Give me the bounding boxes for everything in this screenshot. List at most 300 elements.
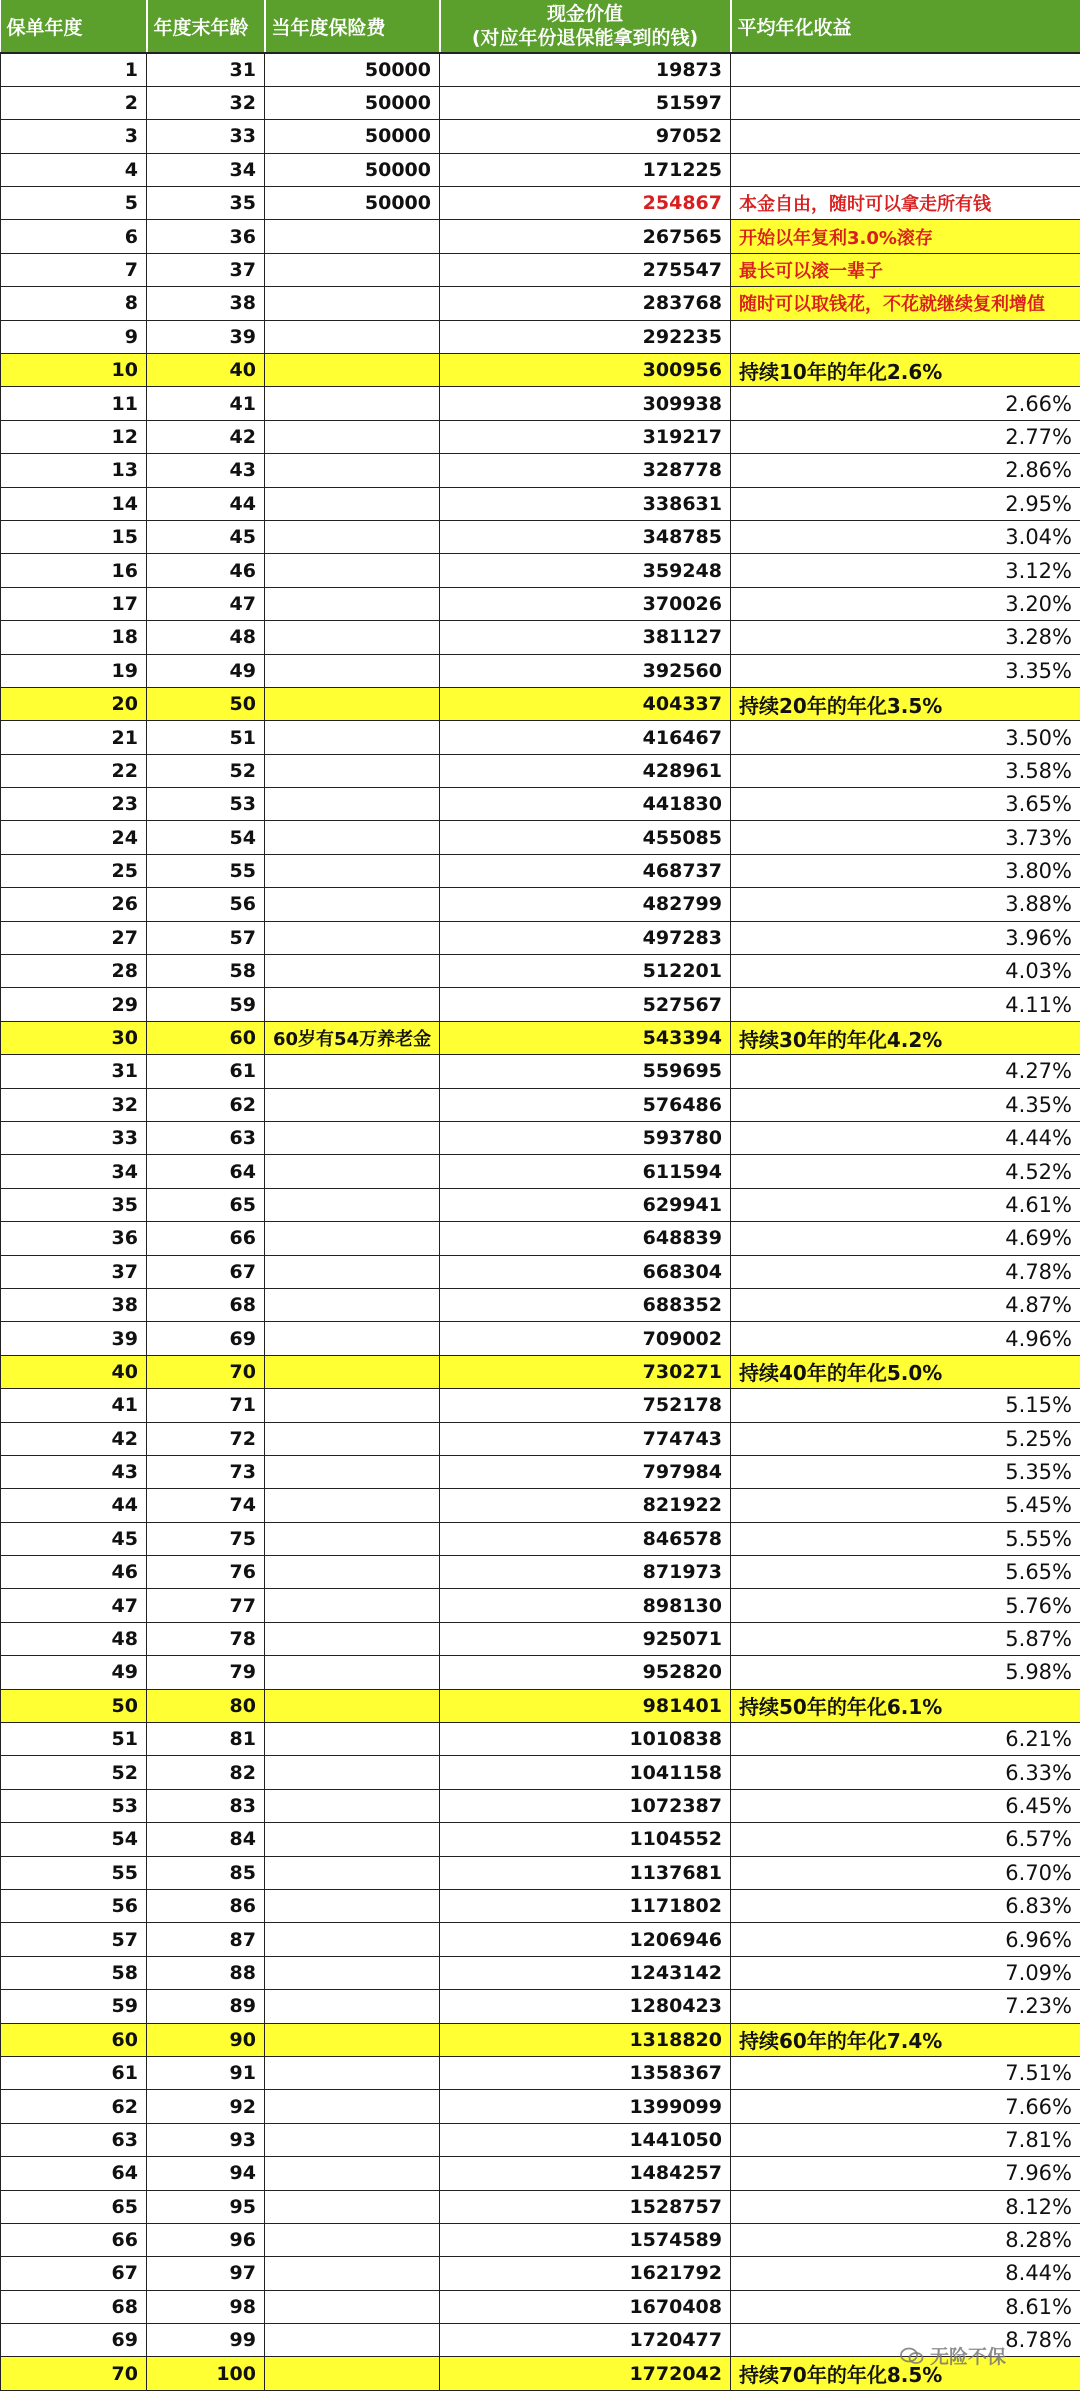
cell-cash-value: 392560	[440, 654, 731, 687]
cell-policy-year: 42	[1, 1422, 147, 1455]
cell-annual-return	[731, 320, 1080, 353]
cell-premium: 60岁有54万养老金	[265, 1021, 440, 1054]
cell-policy-year: 49	[1, 1656, 147, 1689]
cell-age: 82	[147, 1756, 265, 1789]
cell-cash-value: 428961	[440, 754, 731, 787]
cell-policy-year: 17	[1, 587, 147, 620]
cell-cash-value: 752178	[440, 1389, 731, 1422]
cell-age: 89	[147, 1990, 265, 2023]
table-row	[1, 2056, 1080, 2089]
table-row	[1, 2090, 1080, 2123]
table-row	[1, 220, 1080, 253]
table-row	[1, 888, 1080, 921]
table-body	[1, 53, 1080, 2390]
cell-premium	[265, 2056, 440, 2089]
cell-age: 69	[147, 1322, 265, 1355]
cell-cash-value: 1318820	[440, 2023, 731, 2056]
cell-cash-value: 1484257	[440, 2157, 731, 2190]
cell-age: 92	[147, 2090, 265, 2123]
cell-policy-year: 56	[1, 1889, 147, 1922]
header-cash-value-line1: 现金价值	[546, 3, 623, 25]
cell-premium	[265, 554, 440, 587]
cell-policy-year: 55	[1, 1856, 147, 1889]
table-row	[1, 1723, 1080, 1756]
cell-premium	[265, 2023, 440, 2056]
cell-age: 96	[147, 2223, 265, 2256]
cell-policy-year: 21	[1, 721, 147, 754]
cell-cash-value: 593780	[440, 1122, 731, 1155]
cell-policy-year: 33	[1, 1122, 147, 1155]
cell-policy-year: 69	[1, 2324, 147, 2357]
cell-cash-value: 441830	[440, 788, 731, 821]
cell-premium	[265, 220, 440, 253]
cell-cash-value: 668304	[440, 1255, 731, 1288]
cell-premium	[265, 1389, 440, 1422]
cell-annual-return: 6.83%	[731, 1889, 1080, 1922]
cell-cash-value: 370026	[440, 587, 731, 620]
table-row	[1, 1422, 1080, 1455]
cell-milestone-note: 持续40年的年化5.0%	[731, 1355, 1080, 1388]
cell-age: 43	[147, 454, 265, 487]
cell-age: 35	[147, 187, 265, 220]
cell-cash-value: 319217	[440, 420, 731, 453]
cell-cash-value: 1137681	[440, 1856, 731, 1889]
cell-age: 36	[147, 220, 265, 253]
table-row	[1, 1322, 1080, 1355]
cell-annual-return: 2.95%	[731, 487, 1080, 520]
cell-premium: 50000	[265, 53, 440, 86]
cell-policy-year: 35	[1, 1188, 147, 1221]
cell-milestone-note: 持续10年的年化2.6%	[731, 354, 1080, 387]
cell-annual-return: 6.33%	[731, 1756, 1080, 1789]
cell-age: 85	[147, 1856, 265, 1889]
cell-cash-value: 359248	[440, 554, 731, 587]
cell-annual-return: 5.87%	[731, 1622, 1080, 1655]
cell-annual-return: 6.96%	[731, 1923, 1080, 1956]
cell-age: 46	[147, 554, 265, 587]
cell-age: 97	[147, 2257, 265, 2290]
cell-age: 55	[147, 854, 265, 887]
table-row	[1, 2190, 1080, 2223]
cell-age: 98	[147, 2290, 265, 2323]
cell-note: 最长可以滚一辈子	[731, 253, 1080, 286]
cell-premium	[265, 788, 440, 821]
table-row	[1, 1656, 1080, 1689]
cell-age: 63	[147, 1122, 265, 1155]
table-row	[1, 1222, 1080, 1255]
cell-cash-value: 559695	[440, 1055, 731, 1088]
table-row	[1, 1522, 1080, 1555]
cell-policy-year: 68	[1, 2290, 147, 2323]
cell-cash-value: 497283	[440, 921, 731, 954]
cell-premium	[265, 1422, 440, 1455]
cell-age: 75	[147, 1522, 265, 1555]
cell-age: 62	[147, 1088, 265, 1121]
table-row	[1, 1923, 1080, 1956]
cell-annual-return: 7.51%	[731, 2056, 1080, 2089]
cell-premium	[265, 1222, 440, 1255]
cell-cash-value: 774743	[440, 1422, 731, 1455]
table-row	[1, 487, 1080, 520]
cell-cash-value: 171225	[440, 153, 731, 186]
cell-age: 74	[147, 1489, 265, 1522]
table-row	[1, 1355, 1080, 1388]
cell-policy-year: 45	[1, 1522, 147, 1555]
cell-premium	[265, 287, 440, 320]
table-row	[1, 854, 1080, 887]
cell-policy-year: 18	[1, 621, 147, 654]
watermark	[900, 2342, 1006, 2369]
cell-cash-value: 543394	[440, 1021, 731, 1054]
cell-premium	[265, 1756, 440, 1789]
cell-cash-value: 797984	[440, 1455, 731, 1488]
cell-premium	[265, 888, 440, 921]
cell-milestone-note: 持续30年的年化4.2%	[731, 1021, 1080, 1054]
cell-policy-year: 64	[1, 2157, 147, 2190]
cell-annual-return: 4.52%	[731, 1155, 1080, 1188]
table-row	[1, 587, 1080, 620]
cell-cash-value: 51597	[440, 86, 731, 119]
cell-cash-value: 648839	[440, 1222, 731, 1255]
cell-premium	[265, 1455, 440, 1488]
cell-policy-year: 5	[1, 187, 147, 220]
cell-annual-return: 7.81%	[731, 2123, 1080, 2156]
table-row	[1, 1990, 1080, 2023]
cell-policy-year: 46	[1, 1556, 147, 1589]
cell-cash-value: 381127	[440, 621, 731, 654]
cell-policy-year: 61	[1, 2056, 147, 2089]
cell-policy-year: 51	[1, 1723, 147, 1756]
cell-cash-value: 455085	[440, 821, 731, 854]
table-row	[1, 1622, 1080, 1655]
cell-age: 66	[147, 1222, 265, 1255]
cell-policy-year: 28	[1, 955, 147, 988]
cell-annual-return: 2.86%	[731, 454, 1080, 487]
watermark-text: 无险不保	[930, 2346, 1007, 2368]
cell-cash-value: 611594	[440, 1155, 731, 1188]
cell-premium	[265, 1556, 440, 1589]
cell-note: 本金自由，随时可以拿走所有钱	[731, 187, 1080, 220]
cell-policy-year: 48	[1, 1622, 147, 1655]
cell-premium	[265, 1956, 440, 1989]
cell-premium	[265, 1990, 440, 2023]
cell-annual-return	[731, 153, 1080, 186]
cell-age: 95	[147, 2190, 265, 2223]
cell-age: 81	[147, 1723, 265, 1756]
cell-cash-value: 1720477	[440, 2324, 731, 2357]
cell-policy-year: 16	[1, 554, 147, 587]
cell-milestone-note: 持续70年的年化8.5%	[731, 2357, 1080, 2390]
table-row	[1, 654, 1080, 687]
cell-policy-year: 39	[1, 1322, 147, 1355]
cell-policy-year: 37	[1, 1255, 147, 1288]
cell-cash-value: 846578	[440, 1522, 731, 1555]
cell-age: 49	[147, 654, 265, 687]
table-row	[1, 921, 1080, 954]
cell-cash-value: 709002	[440, 1322, 731, 1355]
table-row	[1, 53, 1080, 86]
cell-note: 随时可以取钱花，不花就继续复利增值	[731, 287, 1080, 320]
cell-cash-value: 1358367	[440, 2056, 731, 2089]
cell-premium	[265, 1723, 440, 1756]
cell-age: 88	[147, 1956, 265, 1989]
cell-policy-year: 34	[1, 1155, 147, 1188]
cell-annual-return: 3.73%	[731, 821, 1080, 854]
cell-cash-value: 1574589	[440, 2223, 731, 2256]
table-row	[1, 2257, 1080, 2290]
cell-annual-return: 7.96%	[731, 2157, 1080, 2190]
cell-premium	[265, 1522, 440, 1555]
cell-policy-year: 6	[1, 220, 147, 253]
cell-milestone-note: 持续50年的年化6.1%	[731, 1689, 1080, 1722]
table-row	[1, 554, 1080, 587]
table-row	[1, 153, 1080, 186]
cell-age: 80	[147, 1689, 265, 1722]
cell-policy-year: 60	[1, 2023, 147, 2056]
cell-annual-return: 4.69%	[731, 1222, 1080, 1255]
cell-age: 44	[147, 487, 265, 520]
cell-age: 76	[147, 1556, 265, 1589]
cell-age: 83	[147, 1789, 265, 1822]
cell-age: 59	[147, 988, 265, 1021]
cell-premium	[265, 988, 440, 1021]
cell-policy-year: 52	[1, 1756, 147, 1789]
cell-policy-year: 26	[1, 888, 147, 921]
cell-annual-return	[731, 120, 1080, 153]
cell-annual-return: 8.28%	[731, 2223, 1080, 2256]
cell-premium	[265, 253, 440, 286]
cell-policy-year: 36	[1, 1222, 147, 1255]
cell-age: 52	[147, 754, 265, 787]
cell-policy-year: 67	[1, 2257, 147, 2290]
cell-annual-return: 5.25%	[731, 1422, 1080, 1455]
cell-premium	[265, 1889, 440, 1922]
cell-age: 78	[147, 1622, 265, 1655]
cell-premium	[265, 2257, 440, 2290]
table-row	[1, 354, 1080, 387]
cell-policy-year: 11	[1, 387, 147, 420]
cell-policy-year: 13	[1, 454, 147, 487]
cell-annual-return: 2.66%	[731, 387, 1080, 420]
table-row	[1, 1689, 1080, 1722]
cell-age: 86	[147, 1889, 265, 1922]
table-row	[1, 287, 1080, 320]
table-row	[1, 420, 1080, 453]
header-cash-value-line2: (对应年份退保能拿到的钱)	[471, 27, 699, 49]
cell-annual-return: 5.15%	[731, 1389, 1080, 1422]
cell-age: 39	[147, 320, 265, 353]
cell-age: 58	[147, 955, 265, 988]
cell-cash-value: 1399099	[440, 2090, 731, 2123]
cell-policy-year: 47	[1, 1589, 147, 1622]
cell-annual-return: 3.96%	[731, 921, 1080, 954]
cell-age: 45	[147, 520, 265, 553]
cell-premium	[265, 1288, 440, 1321]
cell-age: 100	[147, 2357, 265, 2390]
cell-premium	[265, 1088, 440, 1121]
table-row	[1, 120, 1080, 153]
cell-annual-return: 6.70%	[731, 1856, 1080, 1889]
cell-cash-value: 1772042	[440, 2357, 731, 2390]
cell-cash-value: 1041158	[440, 1756, 731, 1789]
cell-cash-value: 1243142	[440, 1956, 731, 1989]
cell-annual-return: 3.04%	[731, 520, 1080, 553]
cell-annual-return: 4.44%	[731, 1122, 1080, 1155]
cell-policy-year: 4	[1, 153, 147, 186]
cell-age: 51	[147, 721, 265, 754]
table-row	[1, 1889, 1080, 1922]
cell-cash-value: 468737	[440, 854, 731, 887]
cell-cash-value: 416467	[440, 721, 731, 754]
cell-cash-value: 898130	[440, 1589, 731, 1622]
cell-age: 40	[147, 354, 265, 387]
cell-policy-year: 29	[1, 988, 147, 1021]
cell-cash-value: 1670408	[440, 2290, 731, 2323]
table-row	[1, 1489, 1080, 1522]
table-row	[1, 187, 1080, 220]
cell-premium: 50000	[265, 153, 440, 186]
cell-policy-year: 10	[1, 354, 147, 387]
table-row	[1, 1589, 1080, 1622]
cell-age: 48	[147, 621, 265, 654]
cell-age: 32	[147, 86, 265, 119]
cell-premium	[265, 754, 440, 787]
table-row	[1, 2223, 1080, 2256]
header-premium: 当年度保险费	[265, 0, 440, 53]
cell-cash-value: 1280423	[440, 1990, 731, 2023]
cell-annual-return: 5.98%	[731, 1656, 1080, 1689]
cell-annual-return: 3.58%	[731, 754, 1080, 787]
cell-annual-return: 4.61%	[731, 1188, 1080, 1221]
table-row	[1, 1155, 1080, 1188]
cell-policy-year: 8	[1, 287, 147, 320]
cell-annual-return: 3.65%	[731, 788, 1080, 821]
cell-cash-value: 283768	[440, 287, 731, 320]
cell-annual-return: 7.09%	[731, 1956, 1080, 1989]
cell-premium	[265, 1589, 440, 1622]
cell-policy-year: 30	[1, 1021, 147, 1054]
cell-age: 60	[147, 1021, 265, 1054]
cell-premium	[265, 1856, 440, 1889]
cell-cash-value: 1104552	[440, 1823, 731, 1856]
cell-annual-return: 8.78%	[731, 2324, 1080, 2357]
cell-milestone-note: 持续20年的年化3.5%	[731, 687, 1080, 720]
cell-annual-return: 5.55%	[731, 1522, 1080, 1555]
cell-premium	[265, 2223, 440, 2256]
table-row	[1, 1823, 1080, 1856]
table-row	[1, 687, 1080, 720]
table-row	[1, 253, 1080, 286]
cell-premium	[265, 2157, 440, 2190]
cell-premium: 50000	[265, 120, 440, 153]
table-row	[1, 1021, 1080, 1054]
cell-policy-year: 32	[1, 1088, 147, 1121]
cell-cash-value: 871973	[440, 1556, 731, 1589]
cell-premium	[265, 955, 440, 988]
cell-cash-value: 482799	[440, 888, 731, 921]
table-row	[1, 754, 1080, 787]
cell-cash-value: 1072387	[440, 1789, 731, 1822]
cell-age: 37	[147, 253, 265, 286]
cell-premium	[265, 1355, 440, 1388]
table-row	[1, 721, 1080, 754]
cell-premium	[265, 721, 440, 754]
cell-annual-return: 4.87%	[731, 1288, 1080, 1321]
cell-annual-return: 8.12%	[731, 2190, 1080, 2223]
cell-policy-year: 3	[1, 120, 147, 153]
cell-policy-year: 7	[1, 253, 147, 286]
cell-cash-value: 730271	[440, 1355, 731, 1388]
table-row	[1, 1088, 1080, 1121]
cell-age: 47	[147, 587, 265, 620]
cell-age: 65	[147, 1188, 265, 1221]
cell-age: 57	[147, 921, 265, 954]
cell-policy-year: 66	[1, 2223, 147, 2256]
cell-policy-year: 59	[1, 1990, 147, 2023]
cell-note: 开始以年复利3.0%滚存	[731, 220, 1080, 253]
cell-annual-return: 8.61%	[731, 2290, 1080, 2323]
cell-age: 84	[147, 1823, 265, 1856]
cell-cash-value: 821922	[440, 1489, 731, 1522]
cell-annual-return: 4.96%	[731, 1322, 1080, 1355]
cell-policy-year: 15	[1, 520, 147, 553]
cell-cash-value: 292235	[440, 320, 731, 353]
cell-age: 33	[147, 120, 265, 153]
table-row	[1, 1122, 1080, 1155]
table-row	[1, 1856, 1080, 1889]
cell-cash-value: 1621792	[440, 2257, 731, 2290]
cell-annual-return: 8.44%	[731, 2257, 1080, 2290]
cell-policy-year: 62	[1, 2090, 147, 2123]
cell-premium	[265, 1622, 440, 1655]
cell-cash-value: 267565	[440, 220, 731, 253]
cell-age: 38	[147, 287, 265, 320]
cell-cash-value: 19873	[440, 53, 731, 86]
cell-cash-value: 527567	[440, 988, 731, 1021]
cell-age: 77	[147, 1589, 265, 1622]
cell-policy-year: 19	[1, 654, 147, 687]
cell-cash-value: 275547	[440, 253, 731, 286]
cell-premium	[265, 387, 440, 420]
cell-policy-year: 41	[1, 1389, 147, 1422]
table-header	[1, 0, 1080, 53]
cell-premium	[265, 687, 440, 720]
table-row	[1, 1055, 1080, 1088]
cell-age: 72	[147, 1422, 265, 1455]
cell-premium: 50000	[265, 86, 440, 119]
cell-annual-return: 5.45%	[731, 1489, 1080, 1522]
cell-policy-year: 50	[1, 1689, 147, 1722]
table-row	[1, 1789, 1080, 1822]
table-row	[1, 1288, 1080, 1321]
table-row	[1, 621, 1080, 654]
cell-annual-return: 5.76%	[731, 1589, 1080, 1622]
cell-cash-value: 97052	[440, 120, 731, 153]
cell-age: 91	[147, 2056, 265, 2089]
table-row	[1, 1188, 1080, 1221]
cell-age: 67	[147, 1255, 265, 1288]
cell-cash-value: 348785	[440, 520, 731, 553]
cell-policy-year: 27	[1, 921, 147, 954]
cell-premium	[265, 1923, 440, 1956]
cell-age: 70	[147, 1355, 265, 1388]
cell-annual-return: 7.23%	[731, 1990, 1080, 2023]
cell-premium	[265, 1689, 440, 1722]
cell-annual-return: 4.78%	[731, 1255, 1080, 1288]
cell-age: 99	[147, 2324, 265, 2357]
cell-premium	[265, 1055, 440, 1088]
cell-annual-return: 6.21%	[731, 1723, 1080, 1756]
